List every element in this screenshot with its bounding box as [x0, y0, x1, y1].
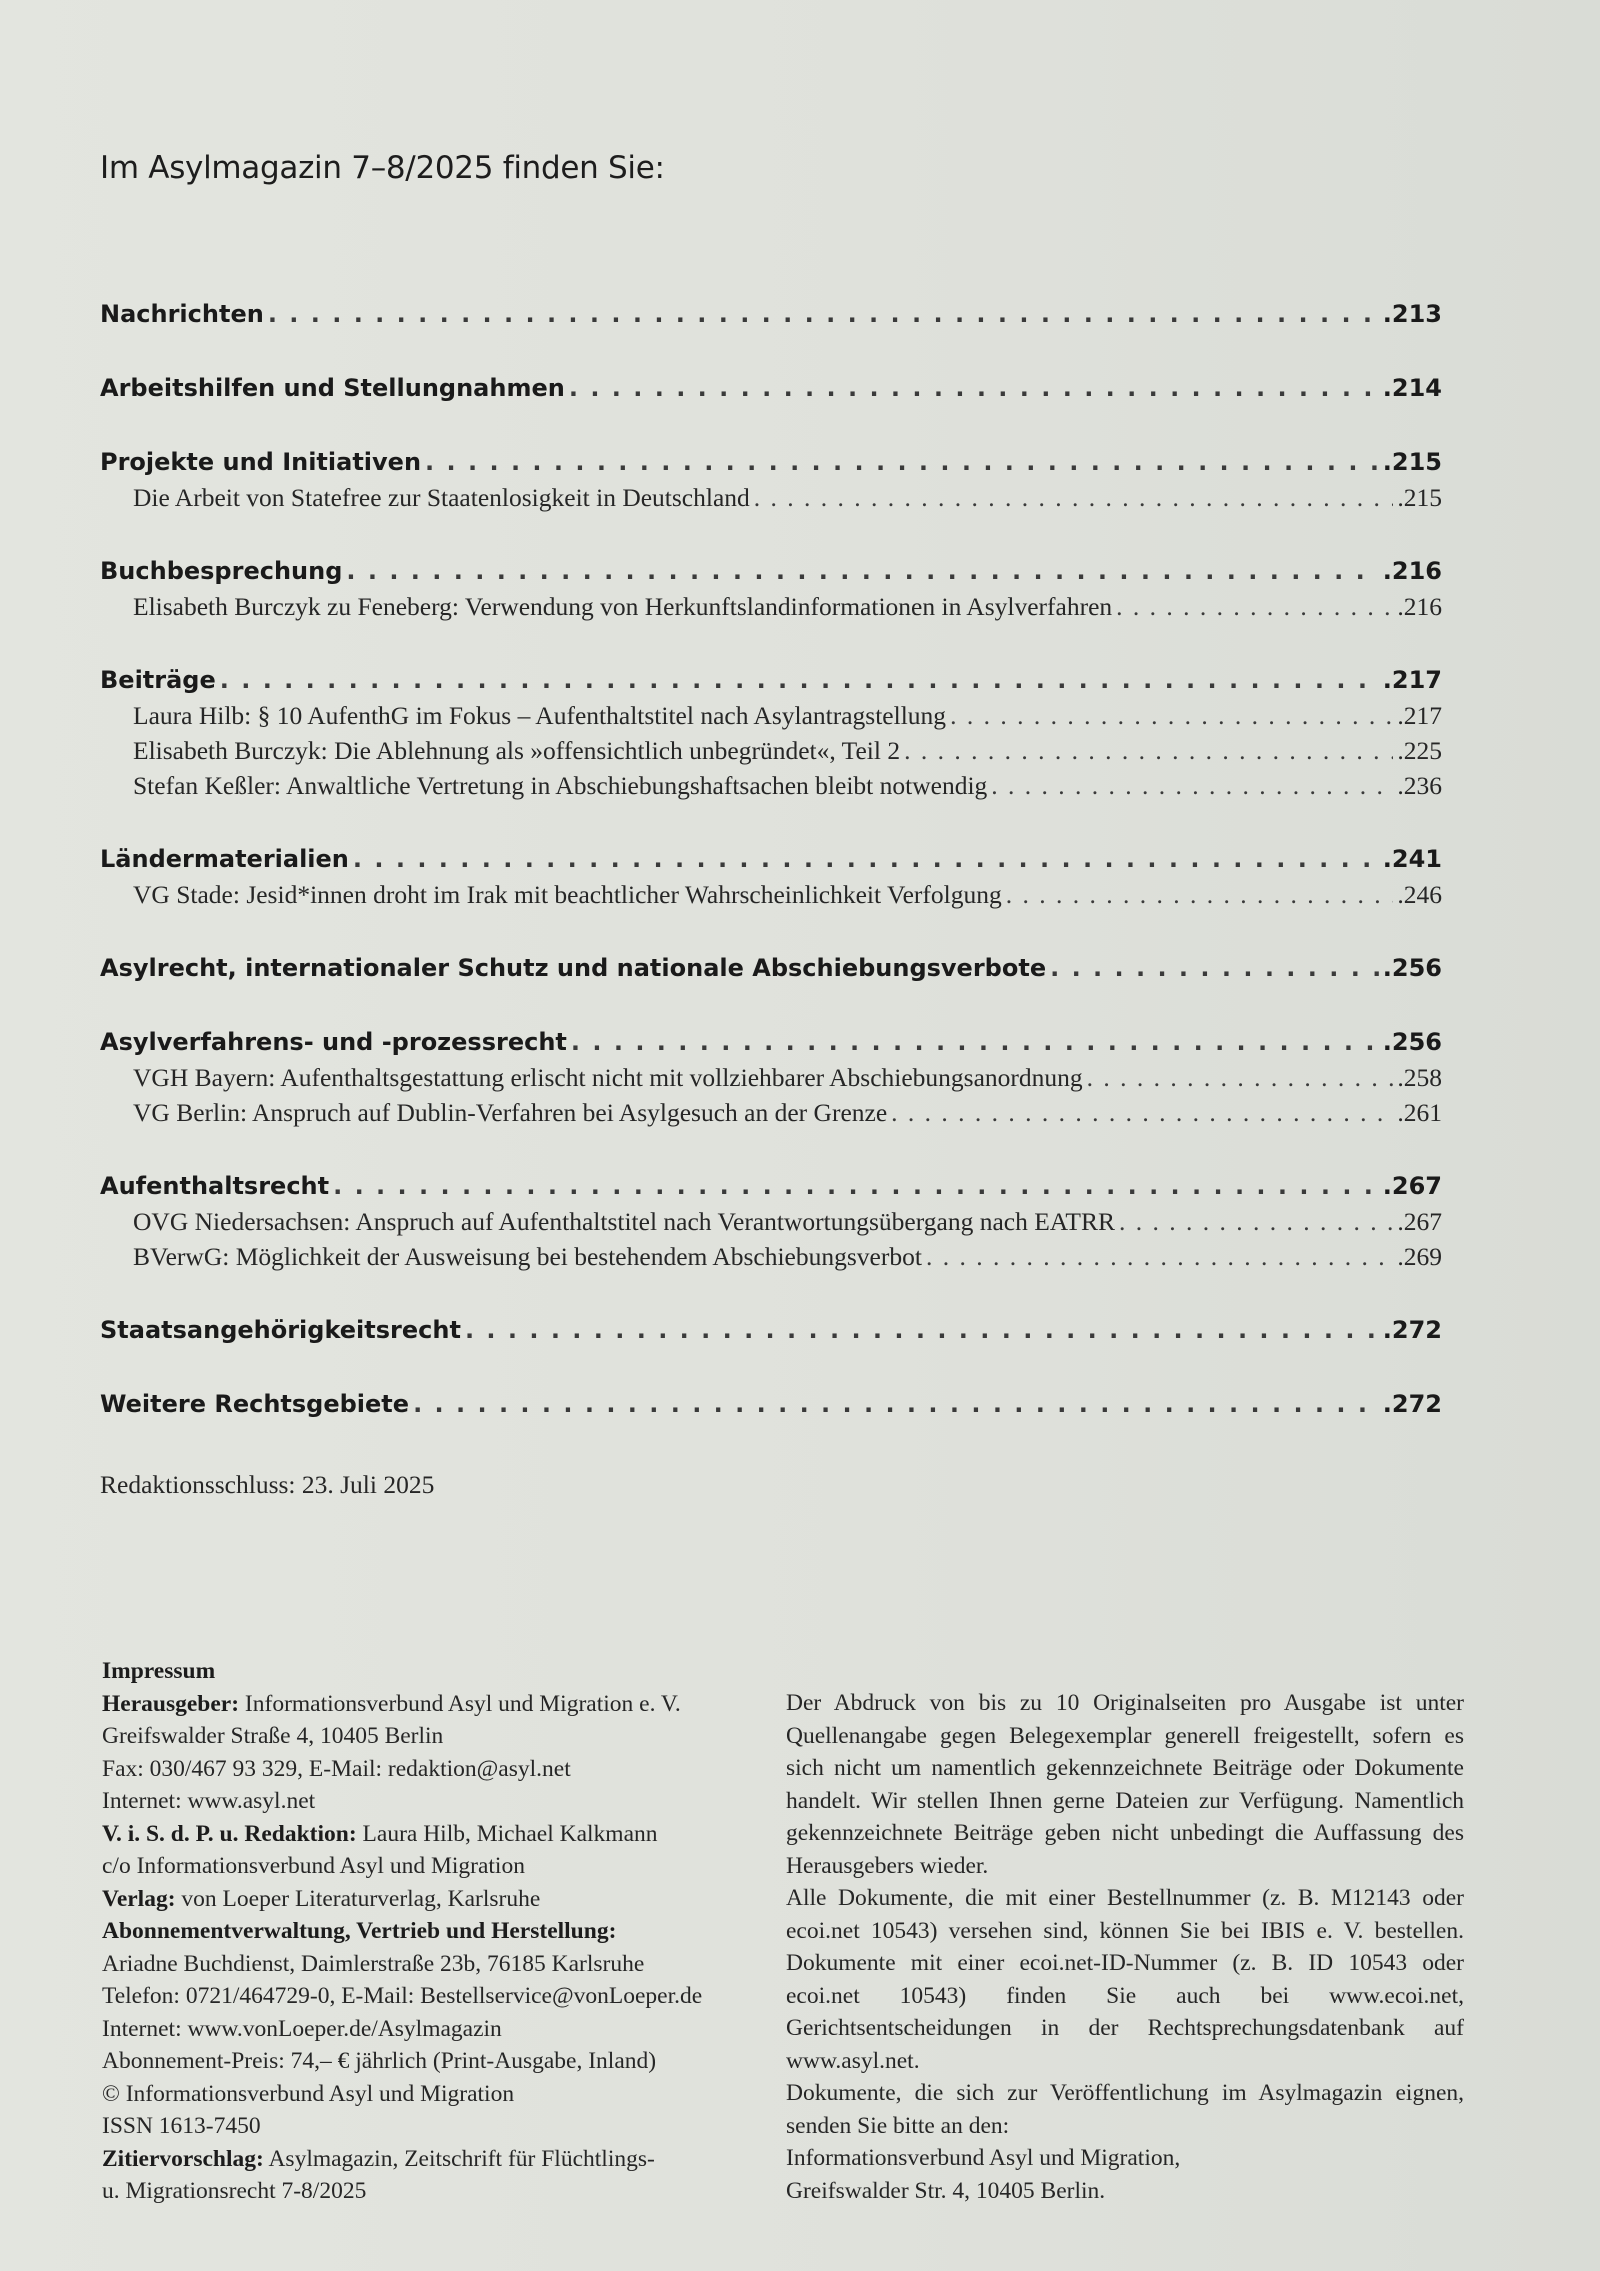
toc-subentry[interactable] — [100, 589, 1442, 624]
subscription-website[interactable]: Internet: www.vonLoeper.de/Asylmagazin — [102, 2015, 502, 2042]
dot-leader — [891, 1095, 1393, 1130]
page-title: Im Asylmagazin 7–8/2025 finden Sie: — [100, 150, 665, 186]
dot-leader — [569, 370, 1379, 406]
toc-entry-nachrichten[interactable] — [100, 296, 1442, 332]
publisher-website[interactable]: Internet: www.asyl.net — [102, 1788, 316, 1814]
toc-page-number: .269 — [1397, 1242, 1442, 1271]
toc-page-number: .272 — [1382, 1390, 1442, 1418]
dot-leader — [950, 698, 1393, 733]
dot-leader — [220, 662, 1379, 698]
toc-subentry[interactable] — [100, 733, 1442, 768]
toc-subentry-title: VG Berlin: Anspruch auf Dublin-Verfahren bei Asylgesuch an der Grenze — [133, 1098, 888, 1127]
toc-subentry[interactable] — [100, 480, 1442, 515]
dot-leader — [754, 480, 1394, 515]
toc-entry-title: Ländermaterialien — [100, 845, 349, 873]
toc-subentry-title: BVerwG: Möglichkeit der Ausweisung bei bestehendem Abschiebungsverbot — [133, 1242, 922, 1271]
toc-entry-title: Nachrichten — [100, 300, 264, 328]
toc-subentry-title: VG Stade: Jesid*innen droht im Irak mit beachtlicher Wahrscheinlichkeit Verfolgung — [133, 880, 1002, 909]
toc-entry-beitraege[interactable] — [100, 662, 1442, 698]
issn: ISSN 1613-7450 — [102, 2113, 261, 2139]
toc-page-number: .225 — [1397, 736, 1442, 765]
toc-subentry-title: Stefan Keßler: Anwaltliche Vertretung in Abschiebungshaftsachen bleibt notwendig — [133, 771, 988, 800]
toc-entry-buchbesprechung[interactable] — [100, 553, 1442, 589]
editor-line: V. i. S. d. P. u. Redaktion: Laura Hilb, Michael Kalkmann — [102, 1820, 658, 1847]
toc-section — [100, 370, 1442, 406]
toc-page-number: .215 — [1382, 448, 1442, 476]
toc-entry-title: Beiträge — [100, 666, 216, 694]
dot-leader — [1050, 950, 1379, 986]
toc-page-number: .215 — [1397, 483, 1442, 512]
toc-section — [100, 296, 1442, 332]
reprint-notice — [786, 1687, 1464, 2207]
toc-page-number: .241 — [1382, 845, 1442, 873]
toc-section — [100, 553, 1442, 624]
copyright: © Informationsverbund Asyl und Migration — [102, 2080, 515, 2107]
toc-page-number: .246 — [1397, 880, 1442, 909]
toc-entry-title: Asylverfahrens- und -prozessrecht — [100, 1028, 567, 1056]
dot-leader — [926, 1239, 1393, 1274]
citation-line: Zitiervorschlag: Asylmagazin, Zeitschrift für Flüchtlings- — [102, 2145, 655, 2172]
toc-subentry[interactable] — [100, 768, 1442, 803]
editor-co: c/o Informationsverbund Asyl und Migration — [102, 1853, 525, 1879]
toc-page-number: .258 — [1397, 1063, 1442, 1092]
dot-leader — [571, 1024, 1379, 1060]
toc-entry-weitere-rechtsgebiete[interactable] — [100, 1386, 1442, 1422]
toc-entry-staatsangehoerigkeitsrecht[interactable] — [100, 1312, 1442, 1348]
toc-section — [100, 950, 1442, 986]
notice-address: Greifswalder Str. 4, 10405 Berlin. — [786, 2177, 1106, 2204]
subscription-label: Abonnementverwaltung, Vertrieb und Herstellung: — [102, 1918, 617, 1944]
citation-line-2: u. Migrationsrecht 7-8/2025 — [102, 2178, 367, 2204]
dot-leader — [1119, 1204, 1393, 1239]
dot-leader — [346, 553, 1378, 589]
publisher-address: Greifswalder Straße 4, 10405 Berlin — [102, 1723, 444, 1749]
impressum-title: Impressum — [102, 1658, 216, 1684]
toc-section — [100, 1386, 1442, 1422]
toc-subentry[interactable] — [100, 1204, 1442, 1239]
toc-section — [100, 841, 1442, 912]
toc-entry-title: Arbeitshilfen und Stellungnahmen — [100, 374, 565, 402]
editorial-deadline: Redaktionsschluss: 23. Juli 2025 — [100, 1470, 435, 1499]
toc-section — [100, 662, 1442, 803]
toc-entry-title: Aufenthaltsrecht — [100, 1172, 330, 1200]
toc-entry-title: Projekte und Initiativen — [100, 448, 422, 476]
notice-paragraph: Dokumente, die sich zur Veröffentlichung im Asylmagazin eignen, senden Sie bitte an den: — [786, 2080, 1464, 2139]
dot-leader — [465, 1312, 1379, 1348]
toc-subentry[interactable] — [100, 1095, 1442, 1130]
toc-page-number: .213 — [1382, 300, 1442, 328]
toc-entry-title: Asylrecht, internationaler Schutz und nationale Abschiebungsverbote — [100, 954, 1047, 982]
toc-page-number: .217 — [1382, 666, 1442, 694]
toc-section — [100, 1168, 1442, 1274]
toc-page-number: .256 — [1382, 1028, 1442, 1056]
table-of-contents — [100, 296, 1442, 1460]
toc-entry-title: Buchbesprechung — [100, 557, 343, 585]
impressum — [102, 1655, 762, 2208]
dot-leader — [1116, 589, 1393, 624]
toc-subentry-title: VGH Bayern: Aufenthaltsgestattung erlischt nicht mit vollziehbarer Abschiebungsanordnung — [133, 1063, 1083, 1092]
dot-leader — [425, 444, 1379, 480]
toc-page-number: .214 — [1382, 374, 1442, 402]
toc-subentry[interactable] — [100, 877, 1442, 912]
verlag-line: Verlag: von Loeper Literaturverlag, Karlsruhe — [102, 1885, 541, 1912]
toc-page-number: .217 — [1397, 701, 1442, 730]
toc-entry-title: Weitere Rechtsgebiete — [100, 1390, 410, 1418]
toc-subentry-title: OVG Niedersachsen: Anspruch auf Aufenthaltstitel nach Verantwortungsübergang nach EATRR — [133, 1207, 1115, 1236]
dot-leader — [268, 296, 1379, 332]
toc-page-number: .261 — [1397, 1098, 1442, 1127]
notice-paragraph: Alle Dokumente, die mit einer Bestellnummer (z. B. M12143 oder ecoi.net 10543) versehen sind, können Sie bei IBIS e. V. bestellen. Dokumente mit einer ecoi.net-ID-Nummer (z. B. ID 10543 oder ecoi.net 10543) finden Sie auch bei www.ecoi.net, Gerichtsentscheidungen in der Rechtsprechungsdatenbank auf www.asyl.net. — [786, 1885, 1464, 2074]
toc-entry-asylverfahren[interactable] — [100, 1024, 1442, 1060]
toc-subentry-title: Elisabeth Burczyk: Die Ablehnung als »offensichtlich unbegründet«, Teil 2 — [133, 736, 901, 765]
dot-leader — [413, 1386, 1379, 1422]
toc-section — [100, 1024, 1442, 1130]
toc-page-number: .236 — [1397, 771, 1442, 800]
dot-leader — [1006, 877, 1394, 912]
toc-subentry[interactable] — [100, 698, 1442, 733]
toc-entry-projekte[interactable] — [100, 444, 1442, 480]
toc-section — [100, 444, 1442, 515]
toc-entry-arbeitshilfen[interactable] — [100, 370, 1442, 406]
subscription-address: Ariadne Buchdienst, Daimlerstraße 23b, 76185 Karlsruhe — [102, 1950, 645, 1977]
dot-leader — [991, 768, 1393, 803]
toc-page-number: .267 — [1382, 1172, 1442, 1200]
toc-entry-asylrecht[interactable] — [100, 950, 1442, 986]
dot-leader — [1087, 1060, 1394, 1095]
dot-leader — [333, 1168, 1379, 1204]
toc-entry-aufenthaltsrecht[interactable] — [100, 1168, 1442, 1204]
subscription-contact: Telefon: 0721/464729-0, E-Mail: Bestellservice@vonLoeper.de — [102, 1983, 703, 2009]
publisher-line: Herausgeber: Informationsverbund Asyl und Migration e. V. — [102, 1690, 681, 1717]
toc-subentry-title: Elisabeth Burczyk zu Feneberg: Verwendung von Herkunftslandinformationen in Asylverfahren — [133, 592, 1113, 621]
toc-subentry[interactable] — [100, 1060, 1442, 1095]
subscription-price: Abonnement-Preis: 74,– € jährlich (Print-Ausgabe, Inland) — [102, 2048, 657, 2074]
toc-page-number: .267 — [1397, 1207, 1442, 1236]
publisher-contact: Fax: 030/467 93 329, E-Mail: redaktion@asyl.net — [102, 1755, 571, 1782]
toc-subentry-title: Laura Hilb: § 10 AufenthG im Fokus – Aufenthaltstitel nach Asylantragstellung — [133, 701, 947, 730]
toc-entry-title: Staatsangehörigkeitsrecht — [100, 1316, 461, 1344]
toc-subentry-title: Die Arbeit von Statefree zur Staatenlosigkeit in Deutschland — [133, 483, 750, 512]
notice-address: Informationsverbund Asyl und Migration, — [786, 2145, 1181, 2171]
toc-subentry[interactable] — [100, 1239, 1442, 1274]
toc-page-number: .216 — [1397, 592, 1442, 621]
dot-leader — [904, 733, 1393, 768]
toc-entry-laendermaterialien[interactable] — [100, 841, 1442, 877]
toc-page-number: .216 — [1382, 557, 1442, 585]
toc-page-number: .272 — [1382, 1316, 1442, 1344]
toc-section — [100, 1312, 1442, 1348]
toc-page-number: .256 — [1382, 954, 1442, 982]
dot-leader — [353, 841, 1379, 877]
notice-paragraph: Der Abdruck von bis zu 10 Originalseiten pro Ausgabe ist unter Quellenangabe gegen Belegexemplar generell freigestellt, sofern es sich nicht um namentlich gekennzeichnete Beiträge oder Dokumente handelt. Wir stellen Ihnen gerne Dateien zur Verfügung. Namentlich gekennzeichnete Beiträge geben nicht unbedingt die Auffassung des Herausgebers wieder. — [786, 1690, 1464, 1879]
